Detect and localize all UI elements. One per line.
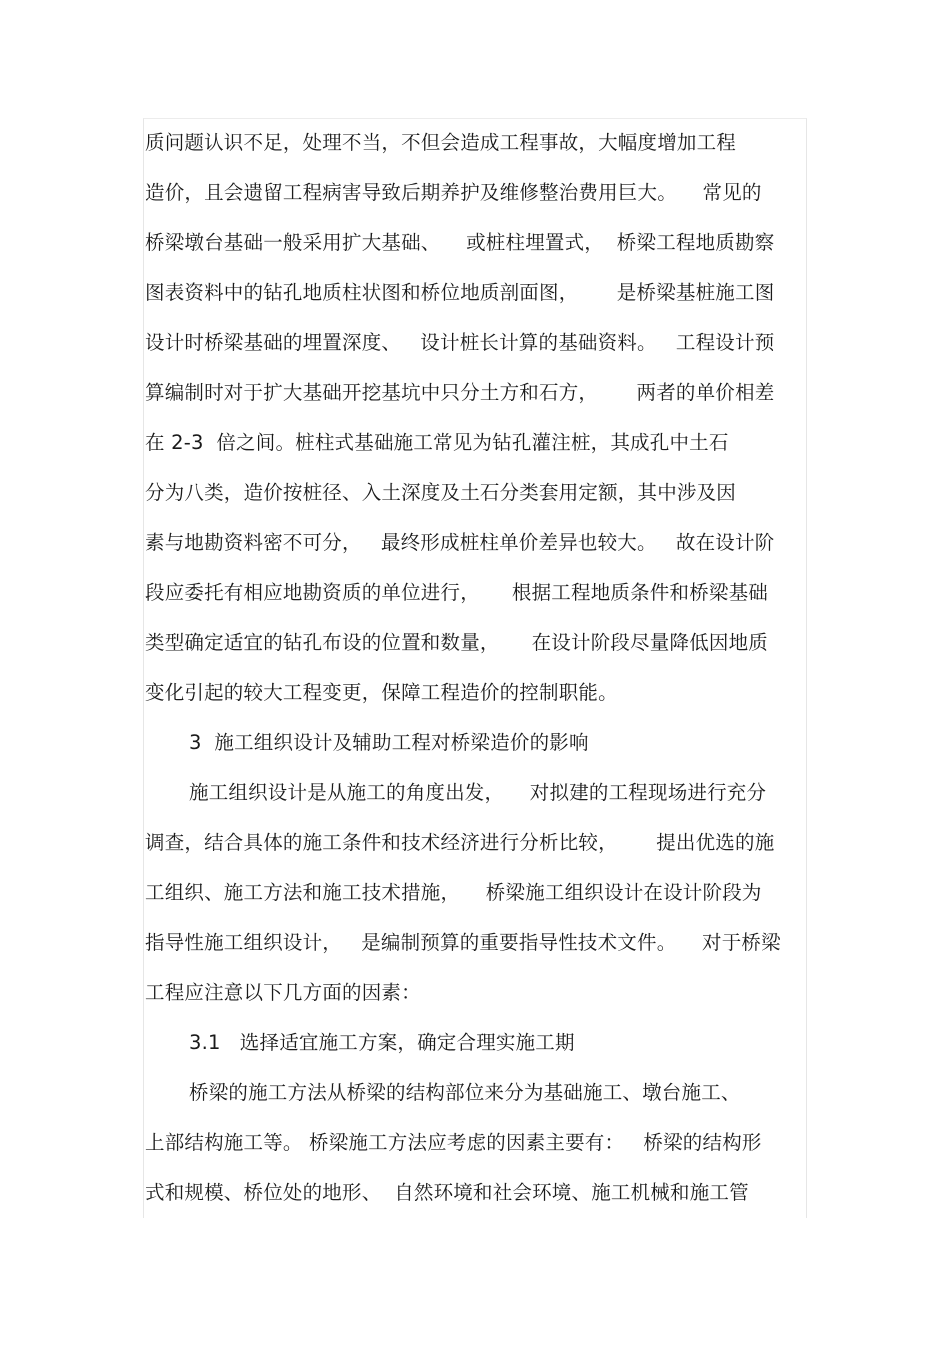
text-line-20: 桥梁的施工方法从桥梁的结构部位来分为基础施工、墩台施工、 [189, 1081, 741, 1104]
text-line-3: 桥梁墩台基础一般采用扩大基础、 或桩柱埋置式， 桥梁工程地质勘察 [145, 231, 775, 254]
text-line-5: 设计时桥梁基础的埋置深度、 设计桩长计算的基础资料。 工程设计预 [145, 331, 775, 354]
text-line-17: 指导性施工组织设计， 是编制预算的重要指导性技术文件。 对于桥梁 [145, 931, 781, 954]
text-line-6: 算编制时对于扩大基础开挖基坑中只分土方和石方， 两者的单价相差 [145, 381, 775, 404]
text-line-8: 分为八类，造价按桩径、入土深度及土石分类套用定额，其中涉及因 [145, 481, 737, 504]
text-line-11: 类型确定适宜的钻孔布设的位置和数量， 在设计阶段尽量降低因地质 [145, 631, 768, 654]
text-line-10: 段应委托有相应地勘资质的单位进行， 根据工程地质条件和桥梁基础 [145, 581, 768, 604]
section-heading-3: 3 施工组织设计及辅助工程对桥梁造价的影响 [189, 731, 589, 754]
text-line-7: 在 2-3 倍之间。桩柱式基础施工常见为钻孔灌注桩，其成孔中土石 [145, 431, 729, 454]
text-line-4: 图表资料中的钻孔地质柱状图和桥位地质剖面图， 是桥梁基桩施工图 [145, 281, 775, 304]
text-line-14: 施工组织设计是从施工的角度出发， 对拟建的工程现场进行充分 [189, 781, 767, 804]
text-line-9: 素与地勘资料密不可分， 最终形成桩柱单价差异也较大。 故在设计阶 [145, 531, 775, 554]
text-line-12: 变化引起的较大工程变更，保障工程造价的控制职能。 [145, 681, 618, 704]
text-line-2: 造价，且会遗留工程病害导致后期养护及维修整治费用巨大。 常见的 [145, 181, 762, 204]
section-heading-3-1: 3.1 选择适宜施工方案，确定合理实施工期 [189, 1031, 575, 1054]
text-line-21: 上部结构施工等。 桥梁施工方法应考虑的因素主要有： 桥梁的结构形 [145, 1131, 762, 1154]
text-line-15: 调查，结合具体的施工条件和技术经济进行分析比较， 提出优选的施 [145, 831, 775, 854]
text-line-18: 工程应注意以下几方面的因素： [145, 981, 421, 1004]
document-body [145, 118, 803, 1218]
text-line-1: 质问题认识不足，处理不当，不但会造成工程事故，大幅度增加工程 [145, 131, 737, 154]
text-line-16: 工组织、施工方法和施工技术措施， 桥梁施工组织设计在设计阶段为 [145, 881, 762, 904]
text-line-22: 式和规模、桥位处的地形、 自然环境和社会环境、施工机械和施工管 [145, 1181, 749, 1204]
